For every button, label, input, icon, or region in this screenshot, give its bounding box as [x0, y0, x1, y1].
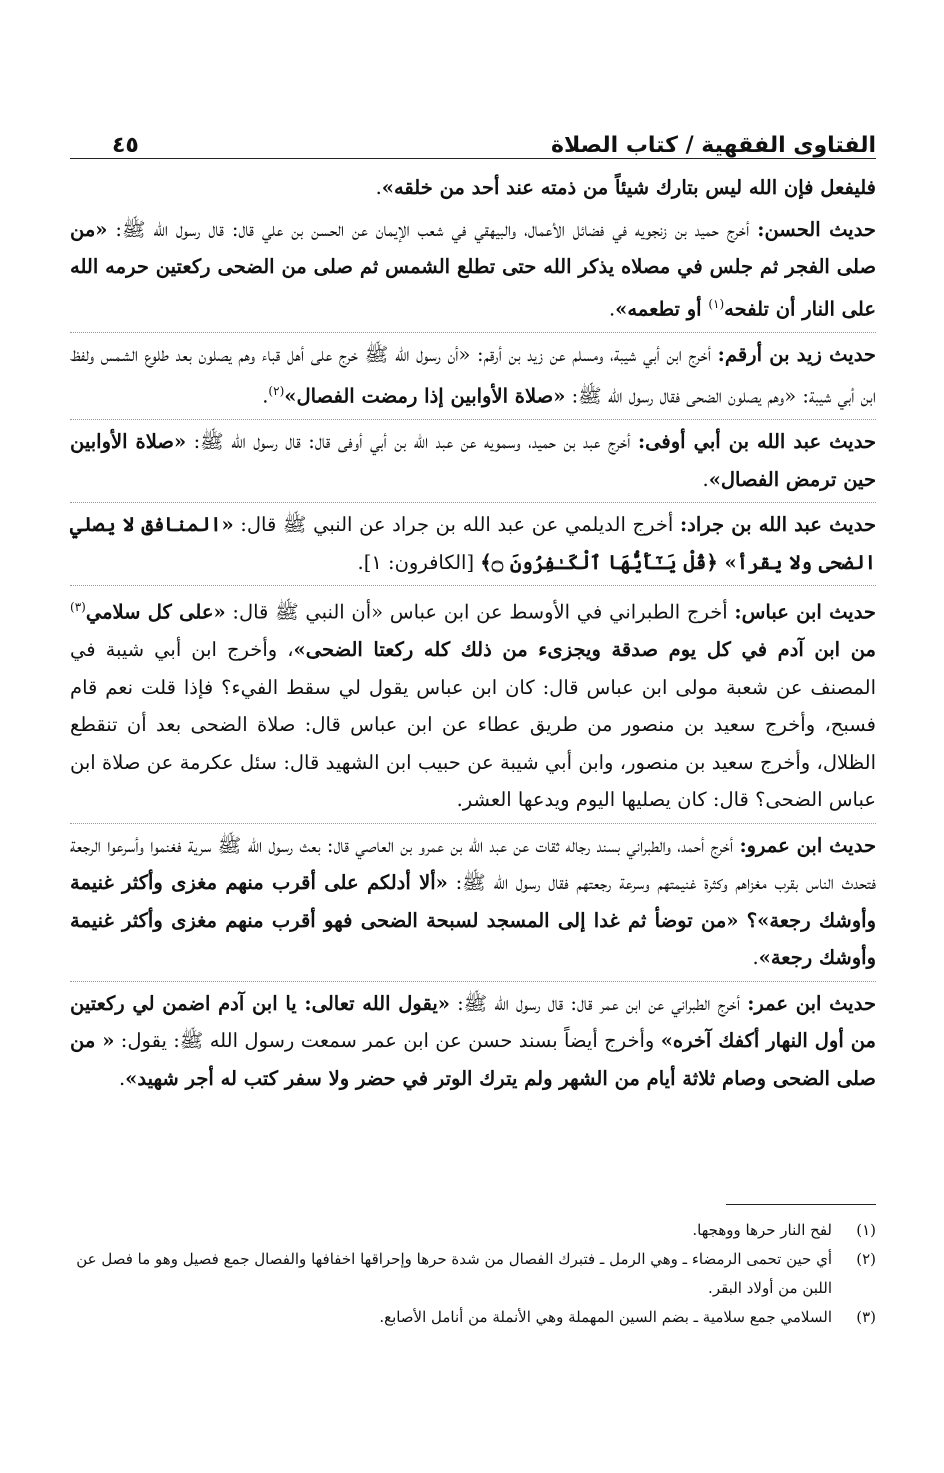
footnote-ref: (٣)	[70, 600, 86, 614]
paragraph	[70, 502, 876, 581]
footnote	[70, 1216, 876, 1245]
footnote-number: (٢)	[856, 1250, 876, 1268]
paragraph-text: أخرج الطبراني عن ابن عمر قال: قال رسول الله ﷺ:	[449, 991, 748, 1015]
footnote-ref: (٢)	[268, 384, 285, 398]
page-number: ٤٥	[112, 133, 139, 158]
running-header	[70, 118, 876, 159]
paragraph-lead: حديث الحسن:	[757, 217, 876, 241]
footnote-divider	[726, 1204, 876, 1205]
footnote-number: (٣)	[856, 1308, 876, 1326]
paragraph-tail: .	[608, 297, 616, 320]
paragraph-text: وأخرج أيضاً بسند حسن عن ابن عمر سمعت رسول الله ﷺ: يقول:	[114, 1029, 661, 1052]
paragraph-lead: حديث ابن عباس:	[734, 600, 876, 624]
paragraph	[70, 981, 876, 1098]
paragraph	[70, 585, 876, 819]
main-text	[70, 169, 876, 1097]
footnote-text: لفح النار حرها ووهجها.	[692, 1221, 832, 1239]
paragraph-text: أخرج الطبراني في الأوسط عن ابن عباس «أن النبي ﷺ قال:	[225, 600, 735, 624]
paragraph-lead: حديث ابن عمرو:	[739, 833, 876, 857]
footnote-ref: (١)	[708, 296, 725, 311]
bold-quote: من ابن آدم في كل يوم صدقة ويجزىء من ذلك كله ركعتا الضحى»	[293, 638, 876, 661]
paragraph	[70, 211, 876, 328]
paragraph-tail: .	[262, 384, 269, 408]
footnote-number: (١)	[856, 1221, 876, 1239]
footnotes	[70, 1216, 876, 1332]
bold-quote: « من صلى الضحى وصام ثلاثة أيام من الشهر ولم يترك الوتر في حضر ولا سفر كتب له أجر شهيد»	[70, 1029, 876, 1090]
bold-quote: «المنافق لا يصلي الضحى ولا يقرأ» ﴿قُلْ يَـٰٓأَيُّهَا ٱلْكَـٰفِرُونَ ۝﴾	[70, 513, 876, 574]
paragraph-lead: حديث عبد الله بن أبي أوفى:	[637, 430, 877, 453]
paragraph-text: أخرج حميد بن زنجويه في فضائل الأعمال، والبيهقي في شعب الإيمان عن الحسن بن علي قال: قال رسول الله ﷺ:	[107, 217, 758, 241]
bold-quote: أو تطعمه»	[615, 297, 709, 320]
paragraph-text: أخرج الديلمي عن عبد الله بن جراد عن النبي ﷺ قال:	[233, 513, 680, 536]
paragraph	[70, 823, 876, 977]
paragraph	[70, 419, 876, 498]
footnote-text: السلامي جمع سلامية ـ بضم السين المهملة وهي الأنملة من أنامل الأصابع.	[379, 1308, 832, 1326]
running-title: الفتاوى الفقهية / كتاب الصلاة	[550, 133, 876, 158]
paragraph-tail: ، وأخرج ابن أبي شيبة في المصنف عن شعبة مولى ابن عباس قال: كان ابن عباس يقول لي سقط الفيء؟ فإذا قلت نعم قام فسبح، وأخرج سعيد بن منصور من طريق عطاء عن ابن عباس قال: صلاة الضحى بعد أن تنقطع الظلال، وأخرج سعيد بن منصور، وابن أبي شيبة عن حبيب ابن الشهيد قال: سئل عكرمة عن صلاة ابن عباس الضحى؟ قال: كان يصليها اليوم ويدعها العشر.	[70, 638, 876, 811]
footnote	[70, 1303, 876, 1332]
paragraph	[70, 169, 876, 207]
paragraph-tail: .	[375, 176, 382, 199]
paragraph-tail: [الكافرون: ١].	[357, 550, 481, 574]
bold-quote: «ألا أدلكم على أقرب منهم مغزى وأكثر غنيمة وأوشك رجعة»؟ «من توضأ ثم غدا إلى المسجد لسبحة الضحى فهو أقرب منهم مغزى وأكثر غنيمة وأوشك رجعة»	[70, 871, 876, 969]
paragraph	[70, 332, 876, 416]
footnote	[70, 1245, 876, 1303]
footnote-text: أي حين تحمى الرمضاء ـ وهي الرمل ـ فتبرك الفصال من شدة حرها وإحراقها اخفافها والفصال جمع فصيل وهو ما فصل عن اللبن من أولاد البقر.	[76, 1250, 832, 1297]
bold-quote: «على كل سلامي	[85, 600, 226, 624]
paragraph-text: أخرج عبد بن حميد، وسمويه عن عبد الله بن أبي أوفى قال: قال رسول الله ﷺ:	[186, 430, 638, 453]
paragraph-text: أخرج ابن أبي شيبة، ومسلم عن زيد بن أرقم: «أن رسول الله ﷺ خرج على أهل قباء وهم يصلون بعد طلوع الشمس ولفظ ابن أبي شيبة: «وهم يصلون الضحى فقال رسول الله ﷺ:	[70, 342, 876, 408]
paragraph-text: أخرج أحمد، والطبراني بسند رجاله ثقات عن عبد الله بن عمرو بن العاصي قال: بعث رسول الله ﷺ سرية فغنموا وأسرعوا الرجعة فتحدث الناس بقرب مغزاهم وكثرة غنيمتهم وسرعة رجعتهم فقال رسول الله ﷺ:	[70, 833, 876, 894]
book-page	[70, 118, 877, 1326]
paragraph-lead: حديث زيد بن أرقم:	[717, 342, 876, 366]
bold-quote: فليفعل فإن الله ليس بتارك شيئاً من ذمته عند أحد من خلقه»	[381, 176, 876, 199]
paragraph-tail: .	[702, 467, 709, 491]
paragraph-tail: .	[118, 1066, 126, 1090]
bold-quote: «صلاة الأوابين إذا رمضت الفصال»	[284, 384, 566, 408]
bold-quote: «من صلى الفجر ثم جلس في مصلاه يذكر الله حتى تطلع الشمس ثم صلى من الضحى ركعتين حرمه الله على النار أن تلفحه	[70, 217, 876, 320]
bold-quote: «يقول الله تعالى: يا ابن آدم اضمن لي ركعتين من أول النهار أكفك آخره»	[70, 991, 876, 1052]
bold-quote: «صلاة الأوابين حين ترمض الفصال»	[70, 430, 876, 491]
paragraph-lead: حديث ابن عمر:	[747, 991, 876, 1015]
paragraph-tail: .	[752, 946, 759, 969]
paragraph-lead: حديث عبد الله بن جراد:	[679, 513, 877, 536]
